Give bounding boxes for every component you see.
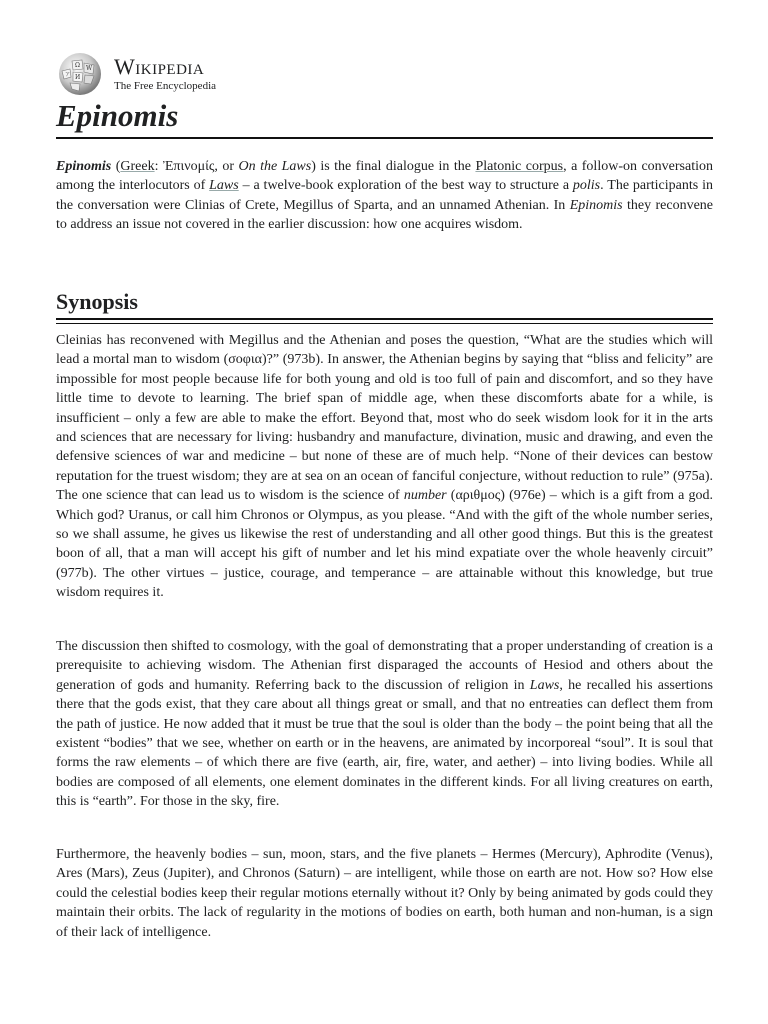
wikipedia-logo[interactable] [56, 52, 216, 96]
intro-paragraph: Epinomis (Greek: Ἐπινομίς, or On the Laws) is the final dialogue in the Platonic corpus, a follow-on conversation among the interlocutors of Laws – a twelve-book exploration of the best way to structure a polis. The participants in the conversation were Clinias of Crete, Megillus of Sparta, and an unnamed Athenian. In Epinomis they reconvene to address an issue not covered in the earlier discussion: how one acquires wisdom. [56, 159, 713, 233]
synopsis-paragraph-2: The discussion then shifted to cosmology, with the goal of demonstrating that a proper understanding of creation is a prerequisite to achieving wisdom. The Athenian first disparaged the accounts of Hesiod and others about the generation of gods and humanity. Referring back to the discussion of religion in Laws, he recalled his assertions there that the gods exist, that they care about all things great or small, and that no entreaties can deflect them from the path of justice. He now added that it must be true that the soul is older than the body – the point being that all the existent “bodies” that we see, whether on earth or in the heavens, are animated by incorporeal “soul”. It is soul that forms the raw elements – of which there are five (earth, air, fire, water, and aether) – into living bodies. While all bodies are composed of all elements, one element dominates in the different kinds. For all living creatures on earth, this is “earth”. For those in the sky, fire. [56, 639, 713, 810]
svg-text:W: W [86, 65, 93, 72]
wikipedia-globe-icon [56, 51, 104, 97]
brand-name: Wikipedia [114, 54, 205, 79]
link-laws[interactable]: Laws [209, 178, 239, 194]
link-platonic-corpus[interactable]: Platonic corpus [475, 159, 564, 174]
wikipedia-wordmark [114, 56, 216, 92]
section-divider [56, 318, 713, 320]
svg-text:Ω: Ω [75, 62, 80, 69]
title-divider [56, 137, 713, 139]
page-title: Epinomis [56, 98, 179, 133]
svg-text:И: И [75, 74, 81, 81]
synopsis-paragraph-3: Furthermore, the heavenly bodies – sun, moon, stars, and the five planets – Hermes (Mercury), Aphrodite (Venus), Ares (Mars), Zeus (Jupiter), and Chronos (Saturn) – are intelligent, while those on earth are not. How so? How else could the celestial bodies keep their regular motions eternally without it? Only by being animated by gods could they maintain their orbits. The lack of regularity in the motions of bodies on earth, both human and non-human, is a sign of their lack of intelligence. [56, 847, 713, 940]
svg-text:ア: ア [65, 72, 71, 78]
section-divider-thin [56, 323, 713, 324]
intro-bold-title: Epinomis [56, 159, 112, 174]
section-heading-synopsis: Synopsis [56, 289, 138, 314]
brand-tagline: The Free Encyclopedia [114, 80, 217, 92]
link-greek[interactable]: Greek [120, 159, 155, 174]
synopsis-paragraph-1: Cleinias has reconvened with Megillus and the Athenian and poses the question, “What are the studies which will lead a mortal man to wisdom (σοφια)?” (973b). In answer, the Athenian begins by saying that “bliss and felicity” are impossible for most people because life for both young and old is too full of pain and discomfort, and so they have little time to devote to learning. The brief span of middle age, when these discomforts abate for a while, is insufficient – only a few are able to make the effort. Beyond that, most who do seek wisdom look for it in the arts and sciences that are necessary for living: husbandry and manufacture, divination, music and drawing, and even the defensive sciences of war and medicine – but none of these are of much help. “None of their devices can bestow reputation for the truest wisdom; they are at sea on an ocean of fanciful conjecture, without reduction to rule” (975a). The one science that can lead us to wisdom is the science of number (αριθμος) (976e) – which is a gift from a god. Which god? Uranus, or call him Chronos or Olympus, as you please. “And with the gift of the whole number series, so we shall assume, he gives us likewise the rest of understanding and all other good things. But this is the greatest boon of all, that a man will accept his gift of number and let his mind expatiate over the whole heavenly circuit” (977b). The other virtues – justice, courage, and temperance – are attainable without this knowledge, but true wisdom requires it. [56, 333, 713, 601]
